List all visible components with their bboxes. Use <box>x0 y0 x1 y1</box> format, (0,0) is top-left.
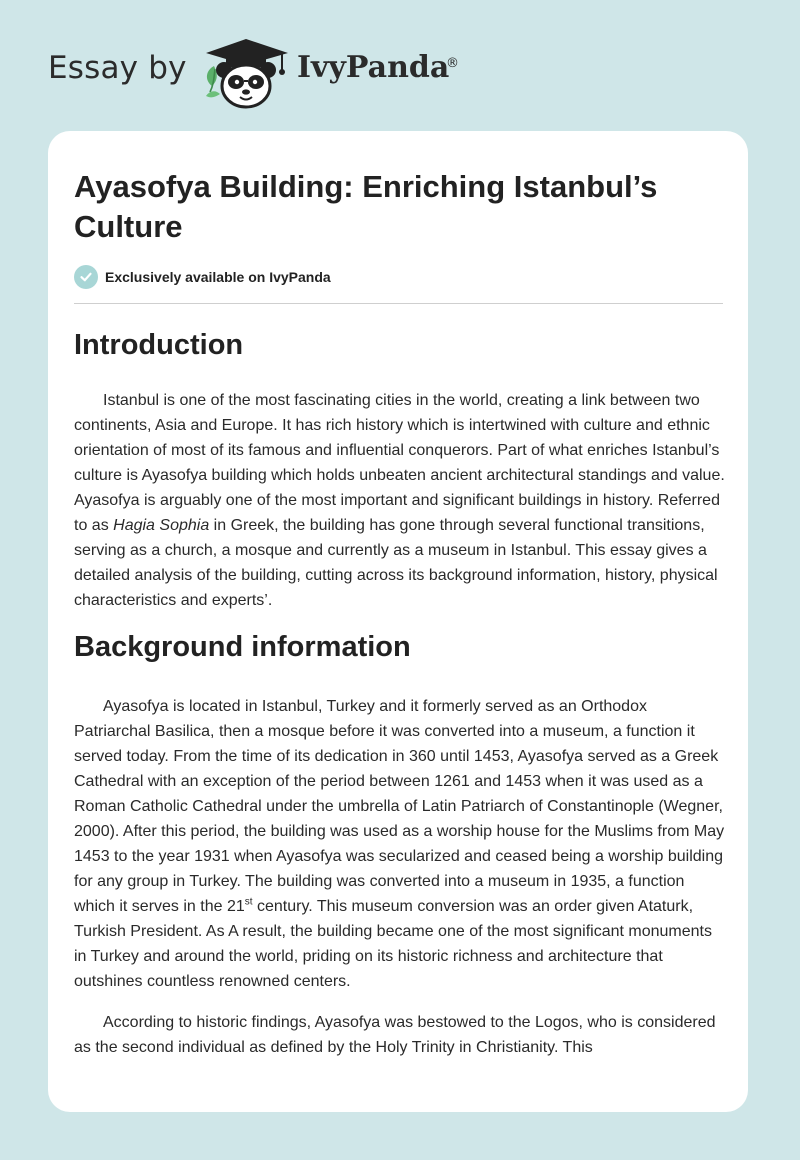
superscript: st <box>244 896 253 908</box>
check-icon <box>74 265 98 289</box>
section-heading-background: Background information <box>74 631 411 663</box>
paragraph-emphasis: Hagia Sophia <box>113 517 210 534</box>
registered-mark: ® <box>446 56 459 71</box>
exclusive-badge-text: Exclusively available on IvyPanda <box>105 269 331 285</box>
divider <box>74 303 723 304</box>
essay-card <box>48 131 748 1112</box>
paragraph-background-1 <box>74 694 726 994</box>
site-header <box>0 0 800 125</box>
paragraph-background-2 <box>74 1010 726 1060</box>
paragraph-text: According to historic findings, Ayasofya was bestowed to the Logos, who is considered as the second individual as defined by the Holy Trinity in Christianity. This <box>74 1014 716 1056</box>
panda-graduate-icon[interactable] <box>200 36 292 110</box>
exclusive-badge <box>74 264 331 290</box>
essay-title: Ayasofya Building: Enriching Istanbul’s Culture <box>74 169 658 244</box>
brand-prefix: Essay by <box>48 50 187 86</box>
paragraph-introduction <box>74 388 726 613</box>
paragraph-text: century. This museum conversion was an order given Ataturk, Turkish President. As A result, the building became one of the most significant monuments in Turkey and around the world, priding on its historic richness and architecture that outshines countless renowned centers. <box>74 898 712 990</box>
paragraph-text: in Greek, the building has gone through several functional transitions, serving as a church, a mosque and currently as a museum in Istanbul. This essay gives a detailed analysis of the building, cutting across its background information, history, physical characteristics and experts’. <box>74 517 718 609</box>
essay-body <box>74 315 726 1060</box>
paragraph-text: Ayasofya is located in Istanbul, Turkey and it formerly served as an Orthodox Patriarchal Basilica, then a mosque before it was converted into a museum, a function it served today. From the time of its dedication in 360 until 1453, Ayasofya served as a Greek Cathedral with an exception of the period between 1261 and 1453 when it was used as a Roman Catholic Cathedral under the umbrella of Latin Patriarch of Constantinople (Wegner, 2000). After this period, the building was used as a worship house for the Muslims from May 1453 to the year 1931 when Ayasofya was secularized and ceased being a worship building for any group in Turkey. The building was converted into a museum in 1935, a function which it serves in the 21 <box>74 698 725 915</box>
section-heading-introduction: Introduction <box>74 329 244 361</box>
brand-name[interactable]: IvyPanda <box>297 50 450 85</box>
paragraph-text: Istanbul is one of the most fascinating cities in the world, creating a link between two continents, Asia and Europe. It has rich history which is intertwined with culture and ethnic orientation of most of its famous and influential conquerors. Part of what enriches Istanbul’s culture is Ayasofya building which holds unbeaten ancient architectural standings and value. Ayasofya is arguably one of the most important and significant buildings in history. Referred to as <box>74 392 725 534</box>
